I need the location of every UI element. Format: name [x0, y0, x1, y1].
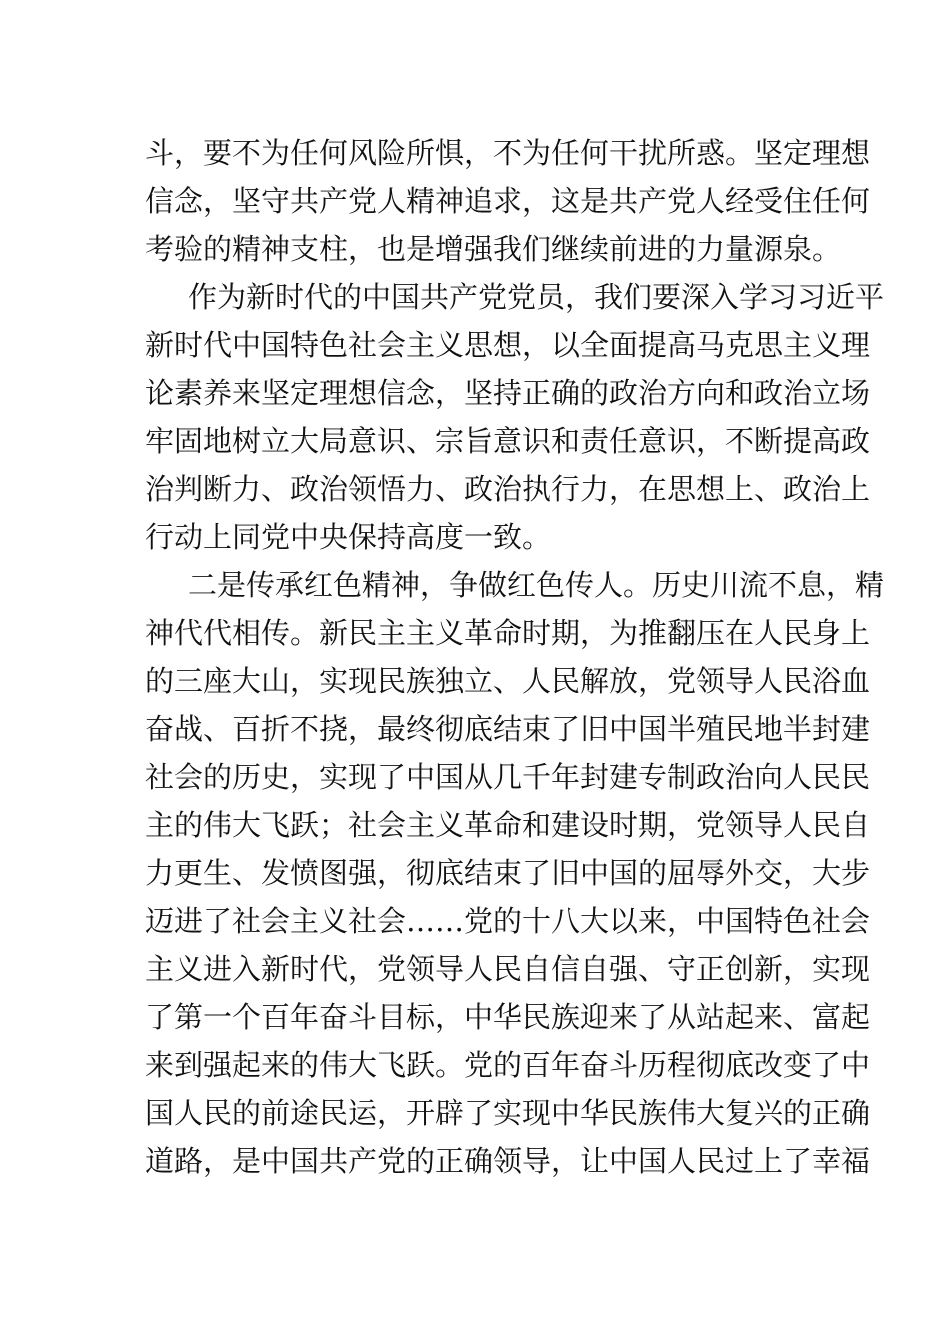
paragraph-line-11: 神代代相传。新民主主义革命时期，为推翻压在人民身上 — [145, 616, 871, 650]
paragraph-line-10: 二是传承红色精神，争做红色传人。历史川流不息，精 — [188, 568, 885, 602]
paragraph-line-12: 的三座大山，实现民族独立、人民解放，党领导人民浴血 — [145, 664, 871, 698]
paragraph-line-5: 新时代中国特色社会主义思想，以全面提高马克思主义理 — [145, 328, 871, 362]
paragraph-line-4: 作为新时代的中国共产党党员，我们要深入学习习近平 — [188, 280, 885, 314]
paragraph-line-20: 来到强起来的伟大飞跃。党的百年奋斗历程彻底改变了中 — [145, 1048, 871, 1082]
paragraph-line-17: 迈进了社会主义社会……党的十八大以来，中国特色社会 — [145, 904, 871, 938]
paragraph-line-16: 力更生、发愤图强，彻底结束了旧中国的屈辱外交，大步 — [145, 856, 871, 890]
paragraph-line-18: 主义进入新时代，党领导人民自信自强、守正创新，实现 — [145, 952, 871, 986]
paragraph-line-7: 牢固地树立大局意识、宗旨意识和责任意识，不断提高政 — [145, 424, 871, 458]
paragraph-line-2: 信念，坚守共产党人精神追求，这是共产党人经受住任何 — [145, 184, 871, 218]
paragraph-line-19: 了第一个百年奋斗目标，中华民族迎来了从站起来、富起 — [145, 1000, 871, 1034]
paragraph-line-21: 国人民的前途民运，开辟了实现中华民族伟大复兴的正确 — [145, 1096, 871, 1130]
paragraph-line-8: 治判断力、政治领悟力、政治执行力，在思想上、政治上 — [145, 472, 871, 506]
paragraph-line-3: 考验的精神支柱，也是增强我们继续前进的力量源泉。 — [145, 232, 842, 266]
paragraph-line-15: 主的伟大飞跃；社会主义革命和建设时期，党领导人民自 — [145, 808, 871, 842]
paragraph-line-22: 道路，是中国共产党的正确领导，让中国人民过上了幸福 — [145, 1144, 871, 1178]
paragraph-line-9: 行动上同党中央保持高度一致。 — [145, 520, 552, 554]
paragraph-line-6: 论素养来坚定理想信念，坚持正确的政治方向和政治立场 — [145, 376, 871, 410]
paragraph-line-14: 社会的历史，实现了中国从几千年封建专制政治向人民民 — [145, 760, 871, 794]
paragraph-line-1: 斗，要不为任何风险所惧，不为任何干扰所惑。坚定理想 — [145, 136, 871, 170]
paragraph-line-13: 奋战、百折不挠，最终彻底结束了旧中国半殖民地半封建 — [145, 712, 871, 746]
